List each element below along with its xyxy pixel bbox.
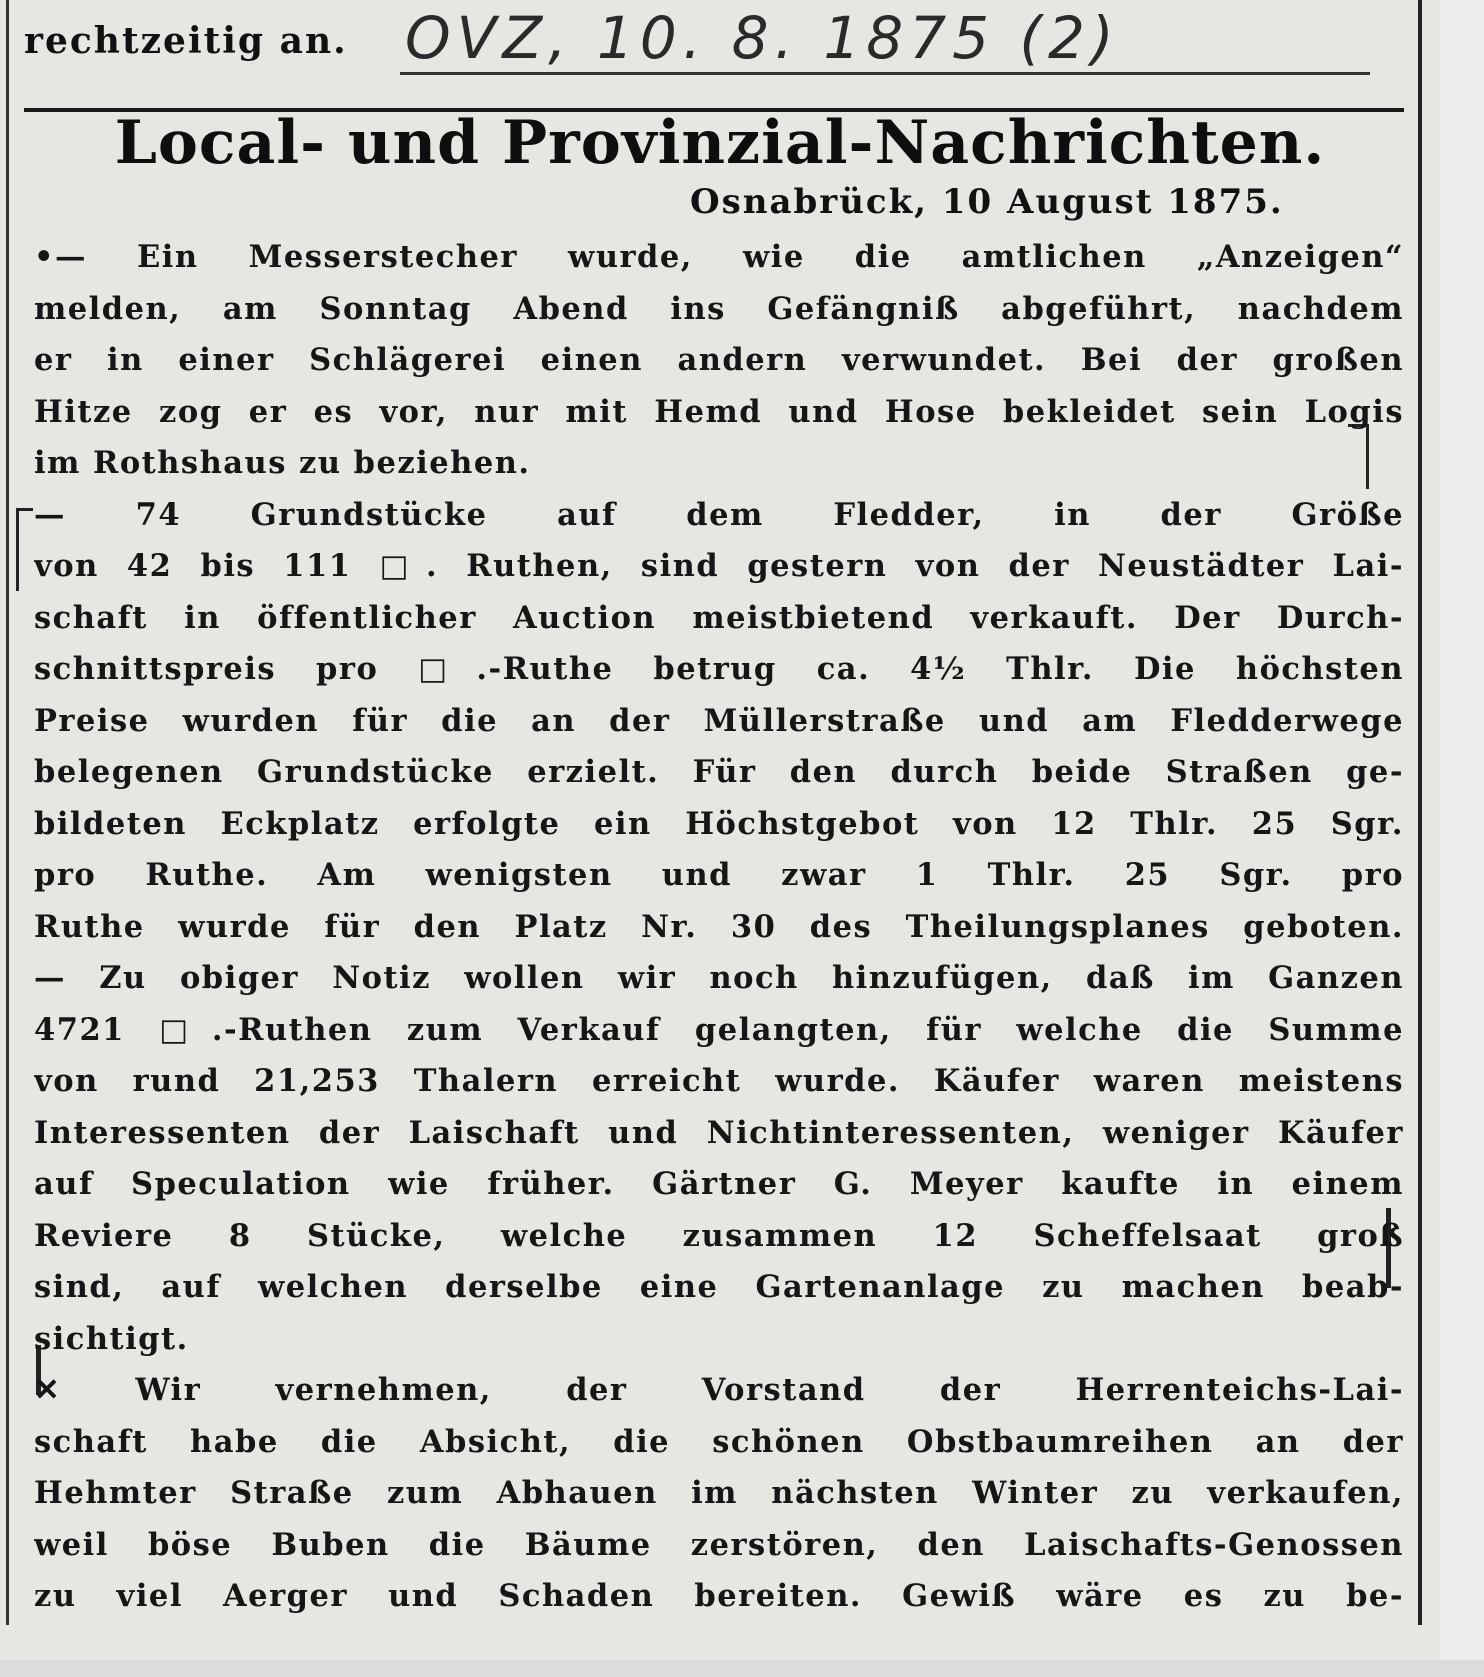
text-line: weil böse Buben die Bäume zerstören, den Laischafts-Genossen — [34, 1526, 1404, 1563]
previous-article-tail: rechtzeitig an. — [24, 20, 348, 62]
text-line: er in einer Schlägerei einen andern verwundet. Bei der großen — [34, 342, 1404, 378]
text-line: belegenen Grundstücke erzielt. Für den durch beide Straßen ge- — [34, 754, 1404, 790]
text-line: Interessenten der Laischaft und Nichtinteressenten, weniger Käufer — [34, 1114, 1404, 1151]
scan-border-right — [1418, 0, 1422, 1660]
text-line: zu viel Aerger und Schaden bereiten. Gewiß wäre es zu be- — [34, 1578, 1404, 1614]
text-line: von rund 21,253 Thalern erreicht wurde. Käufer waren meistens — [34, 1063, 1404, 1099]
cut-edge — [0, 1625, 1440, 1660]
text-line: — 74 Grundstücke auf dem Fledder, in der Größe — [34, 496, 1404, 533]
text-line: Preise wurden für die an der Müllerstraße und am Fledderwege — [34, 702, 1404, 739]
image-footer-bar — [0, 1660, 1484, 1677]
text-line: auf Speculation wie früher. Gärtner G. Meyer kaufte in einem — [34, 1166, 1404, 1202]
section-headline: Local- und Provinzial-Nachrichten. — [114, 108, 1326, 178]
text-line: schaft in öffentlicher Auction meistbietend verkauft. Der Durch- — [34, 599, 1404, 636]
text-line: pro Ruthe. Am wenigsten und zwar 1 Thlr. 25 Sgr. pro — [34, 857, 1404, 893]
text-line: ✕ Wir vernehmen, der Vorstand der Herrenteichs-Lai- — [34, 1372, 1404, 1408]
scan-border-left — [6, 0, 9, 1625]
text-line: sichtigt. — [34, 1320, 189, 1357]
text-line: 4721 □.-Ruthen zum Verkauf gelangten, für welche die Summe — [34, 1011, 1404, 1048]
text-line: schnittspreis pro □.-Ruthe betrug ca. 4½ Thlr. Die höchsten — [34, 651, 1404, 687]
dateline: Osnabrück, 10 August 1875. — [690, 182, 1284, 222]
text-line: sind, auf welchen derselbe eine Gartenanlage zu machen beab- — [34, 1269, 1404, 1305]
pencil-bracket-left — [16, 508, 33, 591]
handwritten-source-note: OVZ, 10. 8. 1875 (2) — [405, 4, 1120, 72]
text-line: Ruthe wurde für den Platz Nr. 30 des Theilungsplanes geboten. — [34, 908, 1404, 945]
text-line: Hitze zog er es vor, nur mit Hemd und Hose bekleidet sein Logis — [34, 393, 1404, 430]
text-line: Reviere 8 Stücke, welche zusammen 12 Scheffelsaat groß — [34, 1217, 1404, 1254]
text-line: — Zu obiger Notiz wollen wir noch hinzufügen, daß im Ganzen — [34, 960, 1404, 996]
text-line: •— Ein Messerstecher wurde, wie die amtlichen „Anzeigen“ — [34, 239, 1404, 275]
text-line: von 42 bis 111 □. Ruthen, sind gestern von der Neustädter Lai- — [34, 548, 1404, 584]
article-body — [34, 232, 1404, 1660]
text-line: melden, am Sonntag Abend ins Gefängniß abgeführt, nachdem — [34, 290, 1404, 327]
text-line: bildeten Eckplatz erfolgte ein Höchstgebot von 12 Thlr. 25 Sgr. — [34, 805, 1404, 842]
text-line: Hehmter Straße zum Abhauen im nächsten Winter zu verkaufen, — [34, 1475, 1404, 1511]
text-line: schaft habe die Absicht, die schönen Obstbaumreihen an der — [34, 1423, 1404, 1460]
text-line: im Rothshaus zu beziehen. — [34, 445, 531, 481]
handwritten-underline — [400, 72, 1370, 75]
